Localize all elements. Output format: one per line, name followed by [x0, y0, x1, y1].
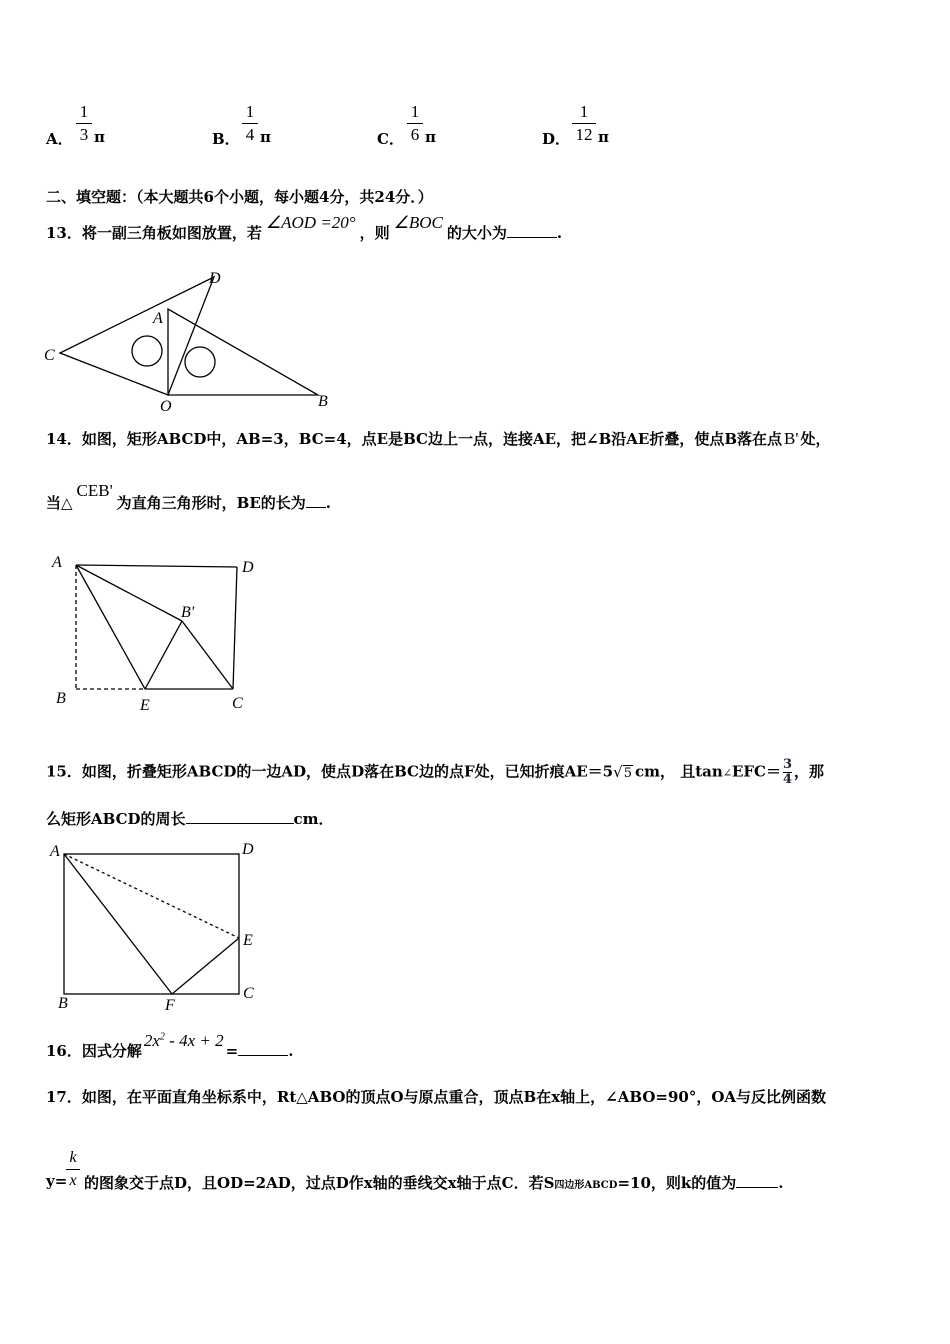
q16-answer-blank[interactable]: [238, 1055, 288, 1056]
q15-label-c: C: [243, 985, 254, 1002]
q13-angle-aod: ∠AOD =20°: [265, 213, 356, 232]
q15-fraction: $\frac{3}{4}$: [783, 757, 793, 787]
q14-label-d: D: [242, 559, 254, 576]
option-b-letter: B．: [212, 130, 240, 148]
figure-q15: [44, 838, 269, 1013]
option-c-fraction: 1 6: [407, 102, 423, 145]
q15-answer-blank[interactable]: [186, 823, 294, 824]
q14-label-b: B: [56, 690, 66, 707]
q14-label-bprime: B': [181, 604, 195, 621]
q15-label-d: D: [242, 841, 254, 858]
q17-y-equals: y=: [46, 1172, 68, 1190]
section-heading: 二、填空题：（本大题共6个小题，每小题4分，共24分．）: [46, 188, 433, 206]
question-15-line1: 15．如图，折叠矩形ABCD的一边AD，使点D落在BC边的点F处，已知折痕AE＝5√5 cm， 且tan∠EFC＝ $\frac{3}{4}$ ，那: [46, 757, 825, 787]
q13-label-c: C: [44, 347, 55, 364]
option-c-letter: C．: [377, 130, 404, 148]
option-c-pi: π: [425, 128, 436, 146]
q13-label-b: B: [318, 393, 328, 410]
option-d-fraction: 1 12: [572, 102, 596, 145]
question-17-line1: 17．如图，在平面直角坐标系中，Rt△ABO的顶点O与原点重合，顶点B在x轴上，∠ABO=90°，OA与反比例函数: [46, 1088, 827, 1106]
q14-label-e: E: [140, 697, 150, 714]
question-13: 13．将一副三角板如图放置，若∠AOD =20°，则∠BOC的大小为 .: [46, 213, 563, 242]
q17-answer-blank[interactable]: [736, 1187, 778, 1188]
figure-q13: [40, 265, 340, 415]
q14-label-c: C: [232, 695, 243, 712]
option-a-fraction: 1 3: [76, 102, 92, 145]
option-b-fraction: 1 4: [242, 102, 258, 145]
q13-angle-boc: ∠BOC: [393, 213, 443, 232]
option-d-pi: π: [598, 128, 609, 146]
q15-label-e: E: [243, 932, 253, 949]
q13-label-o: O: [160, 398, 172, 415]
q14-label-a: A: [52, 554, 62, 571]
q16-expression: $2x^2 - 4x + 2$: [143, 1031, 224, 1050]
q13-answer-blank[interactable]: [507, 237, 557, 238]
question-14-line1: 14．如图，矩形ABCD中，AB=3，BC=4，点E是BC边上一点，连接AE，把∠B沿AE折叠，使点B落在点 B' 处，: [46, 429, 831, 448]
q15-sqrt: √5: [613, 762, 632, 781]
q14-triangle-ceb: CEB': [76, 481, 113, 500]
question-15-line2: 么矩形ABCD的周长 cm．: [46, 810, 334, 828]
q14-bprime: B': [784, 429, 799, 448]
q15-label-b: B: [58, 995, 68, 1012]
figure-q14: [44, 545, 274, 720]
q13-label-d: D: [209, 270, 221, 287]
q15-label-a: A: [50, 843, 60, 860]
q14-answer-blank[interactable]: [306, 507, 326, 508]
option-a-letter: A．: [46, 130, 73, 148]
q17-fraction: k x: [66, 1148, 80, 1191]
q15-label-f: F: [165, 997, 175, 1013]
question-16: 16．因式分解$2x^2 - 4x + 2=$ .: [46, 1031, 294, 1060]
q13-label-a: A: [153, 310, 163, 327]
question-17-line2: 的图象交于点D，且OD=2AD，过点D作x轴的垂线交x轴于点C．若S四边形ABCD=10，则k的值为 .: [84, 1174, 784, 1192]
option-d-letter: D．: [542, 130, 571, 148]
option-b-pi: π: [260, 128, 271, 146]
option-a-pi: π: [94, 128, 105, 146]
question-14-line2: 当△CEB'为直角三角形时，BE的长为 .: [46, 481, 332, 512]
